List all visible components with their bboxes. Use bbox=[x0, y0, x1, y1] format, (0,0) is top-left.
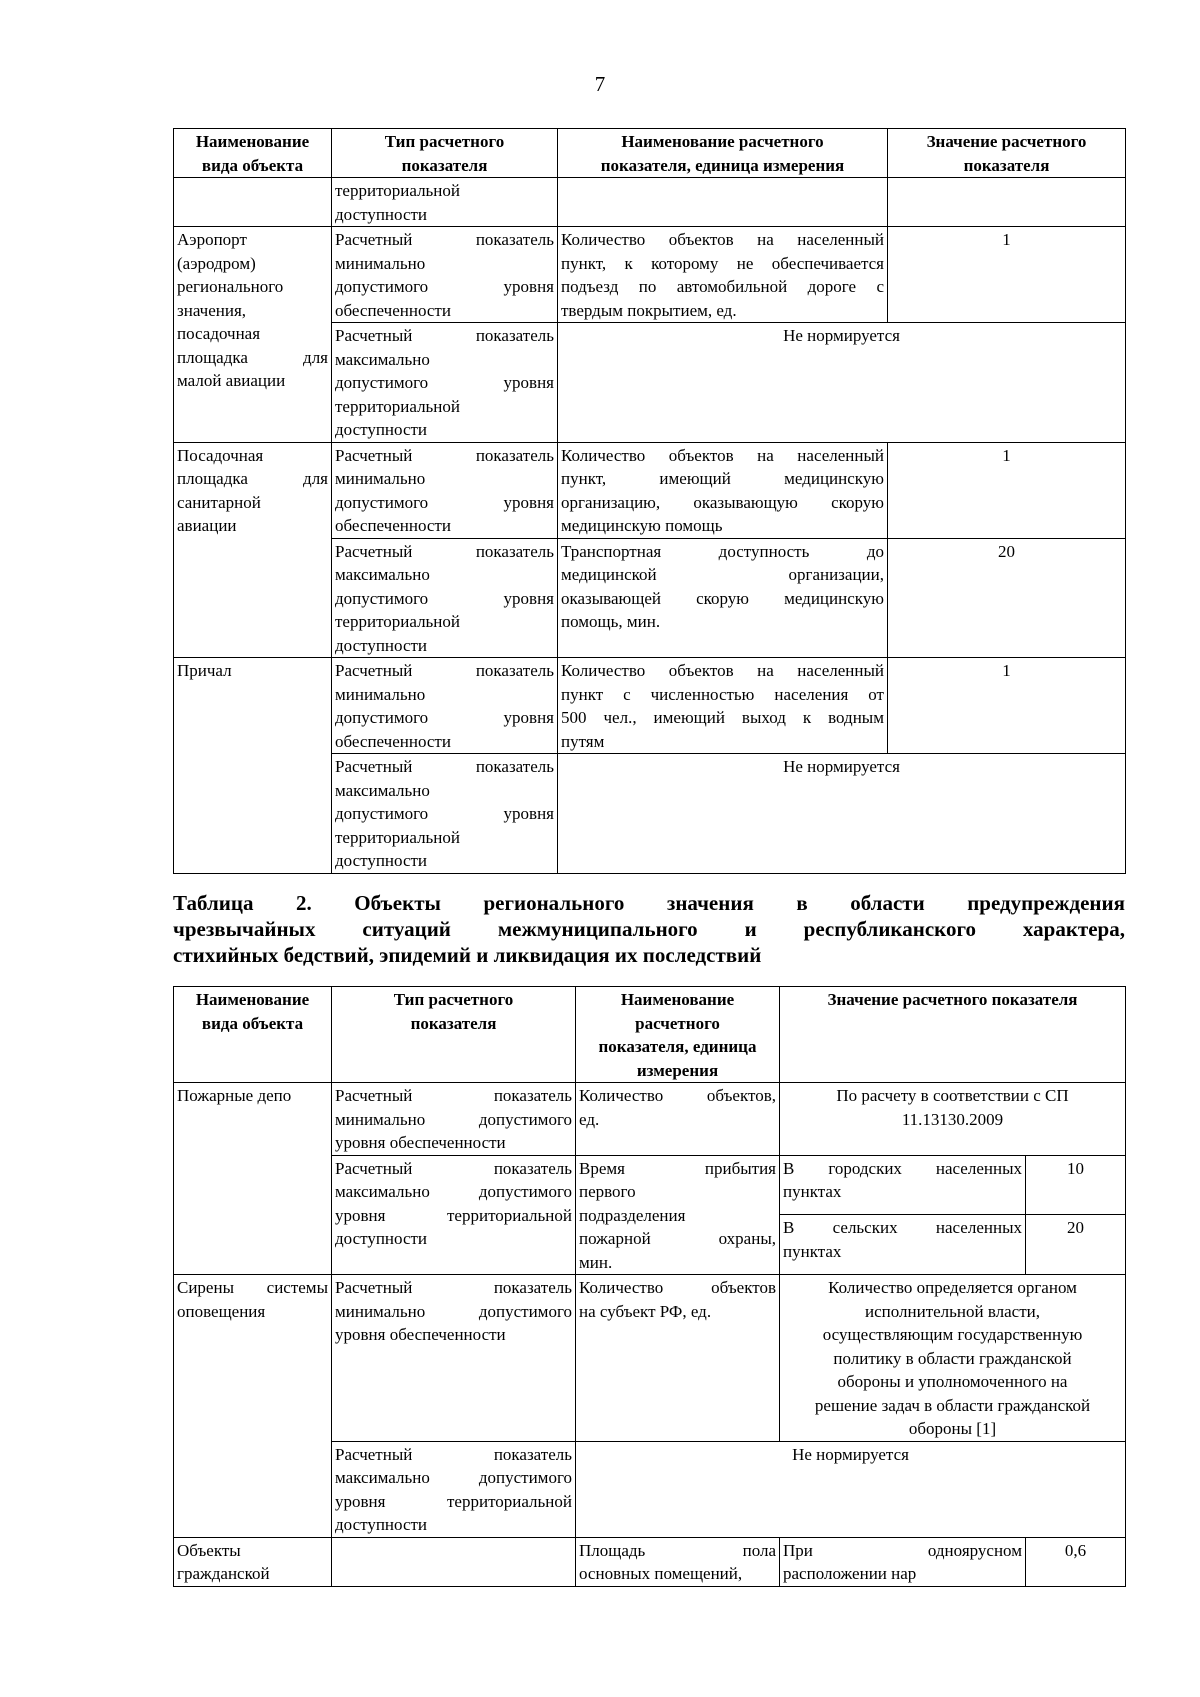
text-line: территориальной bbox=[335, 612, 461, 631]
cell-object bbox=[174, 178, 332, 227]
text-line: стихийных бедствий, эпидемий и ликвидация их последствий bbox=[173, 943, 762, 967]
table-row bbox=[174, 1083, 1126, 1156]
table-row bbox=[174, 227, 1126, 323]
text-line: Расчетный показатель bbox=[335, 230, 554, 249]
text-line: максимально допустимого bbox=[335, 1182, 572, 1201]
text-line: мин. bbox=[579, 1252, 613, 1272]
cell-type bbox=[332, 323, 558, 443]
text-line: площадка для bbox=[177, 347, 328, 367]
text-line: Значение расчетного bbox=[926, 132, 1087, 151]
text-line: твердым покрытием, ед. bbox=[561, 300, 737, 320]
header-indicator-type bbox=[332, 987, 576, 1083]
cell-value: Не нормируется bbox=[576, 1441, 1126, 1537]
text-line: территориальной bbox=[335, 396, 461, 416]
text-line: Количество объектов bbox=[579, 1278, 776, 1297]
text-line: санитарной bbox=[177, 492, 261, 512]
text-line: пунктах bbox=[783, 1241, 842, 1261]
table-2-header bbox=[174, 987, 1126, 1083]
cell-indicator bbox=[558, 658, 888, 754]
cell-type bbox=[332, 1083, 576, 1156]
text-line: исполнительной власти, bbox=[865, 1301, 1041, 1321]
text-line: допустимого уровня bbox=[335, 373, 554, 392]
text-line: доступности bbox=[335, 851, 428, 870]
cell-value: 20 bbox=[888, 538, 1126, 658]
table-2-caption bbox=[173, 890, 1125, 968]
text-line: Тип расчетного bbox=[393, 990, 514, 1009]
cell-value: 1 bbox=[888, 442, 1126, 538]
text-line: пункт, имеющий медицинскую bbox=[561, 469, 884, 488]
text-line: допустимого уровня bbox=[335, 588, 554, 608]
cell-value: 1 bbox=[888, 227, 1126, 323]
text-line: подъезд по автомобильной дороге с bbox=[561, 277, 884, 296]
text-line: расположении нар bbox=[783, 1564, 917, 1583]
text-line: вида объекта bbox=[201, 1013, 304, 1033]
text-line: Расчетный показатель bbox=[335, 541, 554, 561]
text-line: Количество определяется органом bbox=[828, 1278, 1077, 1297]
text-line: При одноярусном bbox=[783, 1540, 1022, 1560]
cell-indicator bbox=[576, 1537, 780, 1586]
text-line: Пожарные депо bbox=[177, 1086, 292, 1105]
text-line: территориальной bbox=[335, 181, 461, 200]
cell-value: Не нормируется bbox=[558, 754, 1126, 874]
text-line: показателя bbox=[401, 155, 488, 175]
text-line: уровня территориальной bbox=[335, 1205, 572, 1225]
text-line: максимально bbox=[335, 349, 430, 369]
cell-type bbox=[332, 658, 558, 754]
text-line: Количество объектов на населенный bbox=[561, 445, 884, 465]
text-line: минимально допустимого bbox=[335, 1109, 572, 1129]
text-line: регионального bbox=[177, 277, 284, 296]
header-indicator-type bbox=[332, 129, 558, 178]
text-line: Наименование bbox=[620, 990, 735, 1009]
header-indicator-name bbox=[558, 129, 888, 178]
text-line: обороны и уполномоченного на bbox=[837, 1372, 1068, 1391]
text-line: Расчетный показатель bbox=[335, 445, 554, 465]
text-line: площадка для bbox=[177, 469, 328, 488]
text-line: доступности bbox=[335, 1229, 428, 1248]
text-line: посадочная bbox=[177, 324, 261, 343]
text-line: Время прибытия bbox=[579, 1158, 776, 1178]
text-line: Расчетный показатель bbox=[335, 1086, 572, 1105]
text-line: Наименование расчетного bbox=[621, 132, 824, 151]
text-line: допустимого уровня bbox=[335, 708, 554, 727]
table-row bbox=[174, 178, 1126, 227]
text-line: основных помещений, bbox=[579, 1564, 743, 1583]
text-line: допустимого уровня bbox=[335, 804, 554, 823]
text-line: минимально bbox=[335, 684, 426, 704]
cell-indicator bbox=[558, 178, 888, 227]
cell-indicator bbox=[576, 1083, 780, 1156]
table-1 bbox=[173, 128, 1126, 874]
table-row bbox=[174, 442, 1126, 538]
cell-object bbox=[174, 1083, 332, 1275]
cell-subcondition bbox=[780, 1537, 1026, 1586]
text-line: пункт, к которому не обеспечивается bbox=[561, 253, 884, 273]
text-line: доступности bbox=[335, 204, 428, 224]
cell-value bbox=[780, 1275, 1126, 1442]
text-line: уровня обеспеченности bbox=[335, 1133, 506, 1152]
text-line: максимально bbox=[335, 780, 430, 800]
cell-type bbox=[332, 442, 558, 538]
text-line: минимально bbox=[335, 469, 426, 488]
text-line: Объекты bbox=[177, 1540, 241, 1560]
text-line: решение задач в области гражданской bbox=[814, 1395, 1091, 1415]
header-object-type bbox=[174, 129, 332, 178]
header-indicator-value bbox=[780, 987, 1126, 1083]
text-line: медицинскую помощь bbox=[561, 516, 723, 535]
text-line: первого bbox=[579, 1182, 636, 1201]
text-line: 500 чел., имеющий выход к водным bbox=[561, 708, 884, 727]
cell-object bbox=[174, 658, 332, 874]
text-line: Тип расчетного bbox=[384, 132, 505, 151]
cell-value: 0,6 bbox=[1026, 1537, 1126, 1586]
cell-value: 20 bbox=[1026, 1215, 1126, 1275]
cell-value: 1 bbox=[888, 658, 1126, 754]
text-line: доступности bbox=[335, 1515, 428, 1534]
text-line: Расчетный показатель bbox=[335, 1278, 572, 1297]
text-line: пункт с численностью населения от bbox=[561, 684, 884, 704]
text-line: По расчету в соответствии с СП bbox=[836, 1086, 1069, 1105]
cell-subcondition bbox=[780, 1215, 1026, 1275]
text-line: минимально допустимого bbox=[335, 1301, 572, 1321]
text-line: В сельских населенных bbox=[783, 1218, 1022, 1238]
table-row bbox=[174, 1275, 1126, 1442]
text-line: ед. bbox=[579, 1109, 600, 1129]
text-line: медицинской организации, bbox=[561, 565, 884, 584]
text-line: уровня обеспеченности bbox=[335, 1325, 506, 1344]
cell-object bbox=[174, 1537, 332, 1586]
cell-value: 10 bbox=[1026, 1155, 1126, 1215]
text-line: Количество объектов, bbox=[579, 1086, 776, 1105]
text-line: оказывающей скорую медицинскую bbox=[561, 588, 884, 608]
text-line: уровня территориальной bbox=[335, 1491, 572, 1511]
cell-indicator bbox=[558, 227, 888, 323]
text-line: доступности bbox=[335, 635, 428, 655]
text-line: Количество объектов на населенный bbox=[561, 230, 884, 249]
text-line: Количество объектов на населенный bbox=[561, 661, 884, 680]
text-line: пожарной охраны, bbox=[579, 1229, 776, 1248]
text-line: Расчетный показатель bbox=[335, 661, 554, 680]
text-line: расчетного bbox=[635, 1013, 720, 1033]
cell-type bbox=[332, 1537, 576, 1586]
cell-object bbox=[174, 442, 332, 658]
text-line: значения, bbox=[177, 300, 247, 320]
cell-indicator bbox=[576, 1275, 780, 1442]
table-1-header bbox=[174, 129, 1126, 178]
header-indicator-name bbox=[576, 987, 780, 1083]
text-line: Наименование bbox=[195, 990, 310, 1009]
text-line: Расчетный показатель bbox=[335, 1444, 572, 1464]
text-line: Расчетный показатель bbox=[335, 326, 554, 345]
table-row bbox=[174, 1537, 1126, 1586]
text-line: Таблица 2. Объекты регионального значения в области предупреждения bbox=[173, 891, 1125, 915]
text-line: малой авиации bbox=[177, 371, 286, 390]
text-line: осуществляющим государственную bbox=[822, 1325, 1083, 1344]
text-line: помощь, мин. bbox=[561, 612, 661, 631]
cell-type bbox=[332, 538, 558, 658]
text-line: Причал bbox=[177, 661, 232, 680]
cell-subcondition bbox=[780, 1155, 1026, 1215]
text-line: обеспеченности bbox=[335, 300, 451, 320]
text-line: Расчетный показатель bbox=[335, 757, 554, 776]
text-line: измерения bbox=[636, 1060, 719, 1080]
text-line: В городских населенных bbox=[783, 1158, 1022, 1178]
text-line: организацию, оказывающую скорую bbox=[561, 492, 884, 512]
cell-indicator bbox=[558, 538, 888, 658]
text-line: политику в области гражданской bbox=[833, 1348, 1072, 1368]
text-line: Посадочная bbox=[177, 445, 264, 465]
cell-type bbox=[332, 1441, 576, 1537]
text-line: обороны [1] bbox=[908, 1419, 997, 1438]
text-line: обеспеченности bbox=[335, 731, 451, 751]
page-number: 7 bbox=[594, 72, 606, 96]
text-line: авиации bbox=[177, 516, 237, 535]
text-line: пунктах bbox=[783, 1182, 842, 1201]
cell-type bbox=[332, 754, 558, 874]
cell-value: Не нормируется bbox=[558, 323, 1126, 443]
text-line: территориальной bbox=[335, 827, 461, 847]
text-line: Аэропорт bbox=[177, 230, 247, 249]
text-line: 11.13130.2009 bbox=[901, 1109, 1004, 1129]
text-line: вида объекта bbox=[201, 155, 304, 175]
text-line: Транспортная доступность до bbox=[561, 541, 884, 561]
text-line: показателя, единица измерения bbox=[600, 155, 845, 175]
text-line: Значение расчетного показателя bbox=[827, 990, 1078, 1009]
cell-type bbox=[332, 178, 558, 227]
text-line: Сирены системы bbox=[177, 1278, 328, 1297]
text-line: максимально bbox=[335, 565, 430, 584]
text-line: подразделения bbox=[579, 1205, 686, 1225]
table-2 bbox=[173, 986, 1126, 1587]
cell-value bbox=[780, 1083, 1126, 1156]
text-line: показателя, единица bbox=[598, 1037, 757, 1056]
text-line: Наименование bbox=[195, 132, 310, 151]
text-line: путям bbox=[561, 731, 605, 751]
cell-indicator bbox=[576, 1155, 780, 1275]
text-line: Площадь пола bbox=[579, 1540, 776, 1560]
text-line: допустимого уровня bbox=[335, 277, 554, 296]
text-line: на субъект РФ, ед. bbox=[579, 1301, 712, 1321]
text-line: допустимого уровня bbox=[335, 492, 554, 512]
text-line: (аэродром) bbox=[177, 253, 256, 273]
cell-object bbox=[174, 1275, 332, 1538]
text-line: оповещения bbox=[177, 1301, 266, 1321]
text-line: минимально bbox=[335, 253, 426, 273]
text-line: показателя bbox=[410, 1013, 497, 1033]
cell-type bbox=[332, 1275, 576, 1442]
text-line: показателя bbox=[963, 155, 1050, 175]
text-line: гражданской bbox=[177, 1564, 270, 1583]
cell-indicator bbox=[558, 442, 888, 538]
text-line: Расчетный показатель bbox=[335, 1158, 572, 1178]
text-line: чрезвычайных ситуаций межмуниципального и республиканского характера, bbox=[173, 917, 1125, 941]
text-line: доступности bbox=[335, 420, 428, 439]
table-row bbox=[174, 658, 1126, 754]
header-object-type bbox=[174, 987, 332, 1083]
text-line: обеспеченности bbox=[335, 516, 451, 535]
text-line: максимально допустимого bbox=[335, 1468, 572, 1487]
cell-value bbox=[888, 178, 1126, 227]
header-indicator-value bbox=[888, 129, 1126, 178]
cell-type bbox=[332, 1155, 576, 1275]
cell-object bbox=[174, 227, 332, 443]
cell-type bbox=[332, 227, 558, 323]
